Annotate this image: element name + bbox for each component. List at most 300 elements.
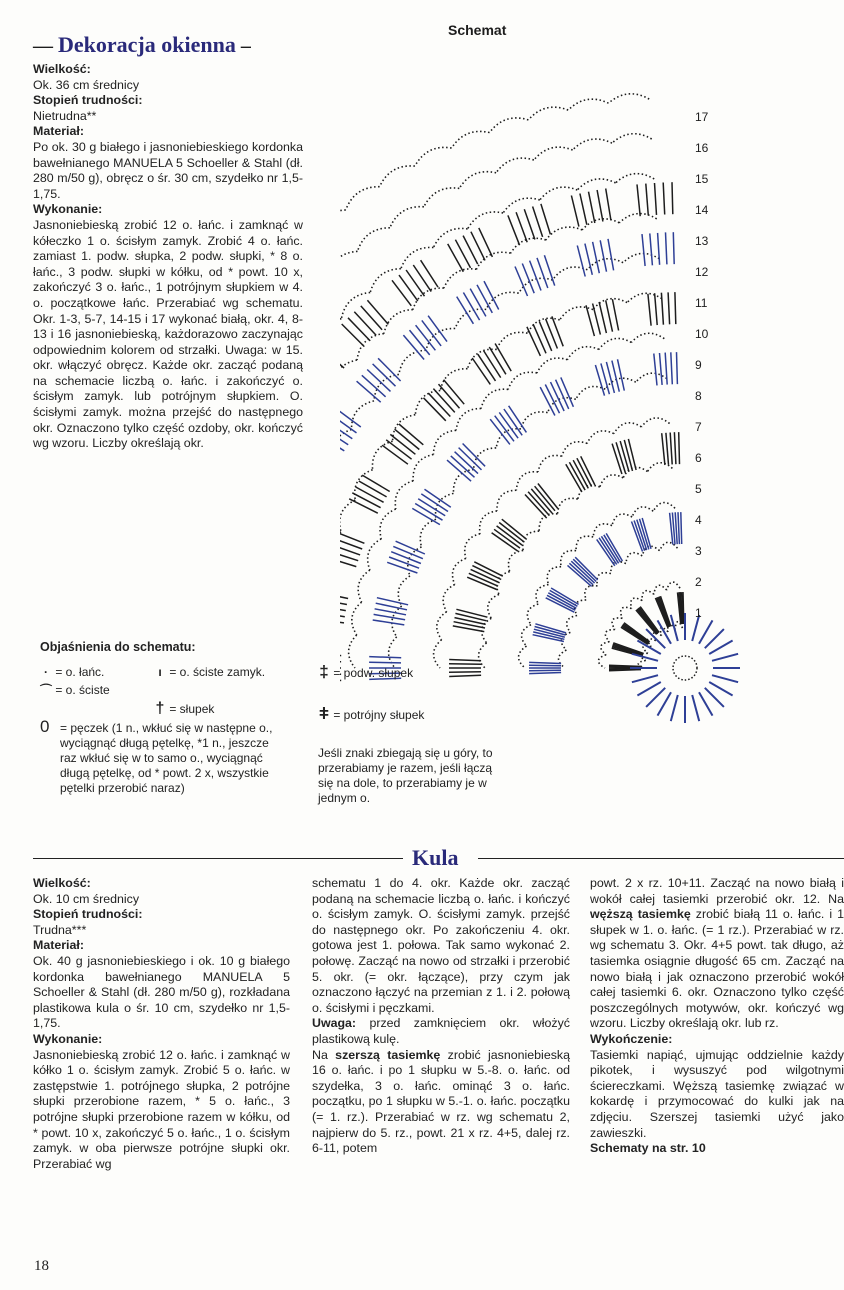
stopien-label: Stopień trudności: xyxy=(33,93,143,108)
stitch-mark xyxy=(357,381,381,402)
stitch-mark xyxy=(484,351,501,378)
stitch-mark xyxy=(406,270,424,296)
stitch-mark xyxy=(662,433,665,465)
chain-arc xyxy=(456,409,481,431)
section2-col1 xyxy=(33,876,290,1172)
chain-arc xyxy=(341,293,370,319)
stitch-mark xyxy=(620,441,629,472)
stitch-mark xyxy=(455,613,486,620)
legend-slip: ı = o. ściste zamyk. xyxy=(158,665,266,679)
stitch-mark xyxy=(586,305,594,336)
section2-col2 xyxy=(312,876,570,1157)
stitch-mark xyxy=(660,353,663,385)
wykonczenie-text: Tasiemki napiąć, ujmując oddzielnie każdy pikotek, i wysuszyć pod wilgotnymi ściereczkami. Węższą tasiemkę związać w kokardę i przymocować do kulki jak na zdjęciu. Szerszej tasiemki użyć jako zawieszki. xyxy=(590,1047,844,1140)
stitch-mark xyxy=(606,189,611,221)
chain-arc xyxy=(459,172,496,189)
schematy-ref: Schematy na str. 10 xyxy=(590,1141,706,1156)
chain-arc xyxy=(488,594,499,618)
stitch-mark xyxy=(546,319,558,349)
chain-arc xyxy=(395,481,413,509)
section2-title: Kula xyxy=(412,845,459,870)
stitch-mark xyxy=(456,609,487,617)
stitch-mark xyxy=(612,299,618,330)
chain-arc xyxy=(380,166,415,187)
legend-row xyxy=(318,664,518,706)
stitch-mark xyxy=(677,352,678,384)
stitch-mark xyxy=(424,398,446,421)
chain-arc xyxy=(567,616,577,633)
round-number: 2 xyxy=(695,575,702,589)
chain-arc xyxy=(384,310,413,334)
legend-row xyxy=(40,665,310,683)
wielkosc-value: Ok. 10 cm średnicy xyxy=(33,891,140,906)
chain-arc xyxy=(392,606,402,637)
stitch-mark xyxy=(457,297,474,324)
center-stitch xyxy=(709,641,732,655)
chain-arc xyxy=(508,372,537,389)
chain-arc xyxy=(631,333,664,342)
chain-arc xyxy=(623,253,659,262)
stitch-mark xyxy=(359,481,387,497)
chain-arc xyxy=(667,582,680,590)
wykonanie-label: Wykonanie: xyxy=(33,202,103,217)
stopien-value: Nietrudna** xyxy=(33,108,97,123)
chain-arc xyxy=(609,94,650,103)
stitch-mark xyxy=(455,240,470,268)
chain-symbol: · xyxy=(44,665,48,679)
chain-arc xyxy=(632,507,653,517)
chain-arc xyxy=(576,386,606,399)
legend-dtr: = potrójny słupek xyxy=(333,708,425,722)
stitch-mark xyxy=(678,512,679,544)
stitch-mark xyxy=(340,605,346,610)
stitch-mark xyxy=(494,529,520,548)
center-stitch xyxy=(632,654,658,661)
stitch-mark xyxy=(340,592,348,599)
chain-arc xyxy=(521,412,548,429)
center-stitch xyxy=(646,688,665,707)
stitch-mark xyxy=(382,445,408,464)
stitch-groups xyxy=(340,182,740,723)
center-stitch xyxy=(712,654,738,661)
stitch-mark xyxy=(658,233,660,265)
stitch-mark xyxy=(533,207,543,237)
stitch-mark xyxy=(674,432,676,464)
legend xyxy=(40,640,310,796)
chain-arc xyxy=(600,475,623,487)
stitch-mark xyxy=(533,324,546,353)
round-number: 11 xyxy=(695,296,708,310)
stitch-mark xyxy=(671,352,673,384)
legend-right xyxy=(318,664,518,806)
chain-arc xyxy=(585,586,598,600)
stitch-mark xyxy=(340,544,360,555)
chain-arc xyxy=(340,360,357,389)
stitch-mark xyxy=(448,244,464,272)
stitch-mark xyxy=(492,533,518,551)
chain-arc xyxy=(528,107,568,120)
stitch-mark xyxy=(527,327,541,356)
chain-arc xyxy=(597,573,611,586)
stitch-mark xyxy=(393,546,423,558)
sc-symbol: ⌒ xyxy=(40,683,53,697)
legend-title: Objaśnienia do schematu: xyxy=(40,640,196,654)
chain-arc xyxy=(612,514,632,526)
stitch-mark xyxy=(552,316,563,346)
stitch-mark xyxy=(539,321,551,351)
chain-arc xyxy=(496,158,534,173)
chain-arc xyxy=(340,251,358,277)
stitch-mark xyxy=(367,370,390,392)
stitch-mark xyxy=(668,292,670,324)
chain-arc xyxy=(599,338,631,349)
center-stitch xyxy=(632,675,658,682)
stitch-mark xyxy=(529,662,561,663)
stitch-mark xyxy=(361,306,382,330)
stitch-mark xyxy=(444,380,465,405)
chain-arc xyxy=(443,585,455,612)
round-number: 4 xyxy=(695,513,702,527)
center-stitch xyxy=(658,692,672,715)
center-stitch xyxy=(637,682,660,696)
stitch-mark xyxy=(362,475,390,491)
bobble-symbol: 0 xyxy=(40,717,50,736)
chain-arc xyxy=(546,227,582,240)
chain-arc xyxy=(642,591,654,601)
stitch-mark xyxy=(561,377,574,406)
material-text: Ok. 40 g jasnoniebieskiego i ok. 10 g białego kordonka bawełnianego MANUELA 5 Schoeller & Stahl (dł. 280 m/50 g), rozkładana plastikowa kula o śr. 10 cm, szydełko nr 1,5-1,75. xyxy=(33,953,290,1031)
stitch-mark xyxy=(378,358,401,381)
col3-text-a: powt. 2 x rz. 10+11. Zacząć na nowo białą i wokół całej tasiemki przerobić okr. 12. Na węższą tasiemkę zrobić białą 11 o. łańc. i 1 słupek w 1. o. łańc. (= 1 rz.). Przerabiać w rz. wg schematu 3. Okr. 4+5 powt. tak długo, aż tasiemka osiągnie długość 65 cm. Zacząć na nowo białą i jak oznaczono przerobić wokół całej tasiemki 6. okr. Oznaczono tylko część poszczególnych motywów, okr. kończyć wg wzoru. Liczby określają okr. lub rz. xyxy=(590,876,844,1031)
stitch-mark xyxy=(639,607,658,633)
chain-arc xyxy=(351,401,374,430)
chain-arc xyxy=(340,319,341,347)
center-stitch xyxy=(671,615,678,641)
center-stitch xyxy=(699,620,713,643)
section1-title: Dekoracja okienna xyxy=(58,32,236,57)
stitch-mark xyxy=(340,551,358,561)
stitch-mark xyxy=(489,347,506,374)
chain-arc xyxy=(627,293,662,302)
chain-arc xyxy=(536,585,549,604)
chain-arc xyxy=(452,131,490,148)
round-number: 15 xyxy=(695,172,709,186)
schema-title: Schemat xyxy=(448,22,507,38)
stitch-mark xyxy=(348,318,370,341)
stitch-mark xyxy=(622,626,649,644)
stitch-mark xyxy=(387,562,417,573)
stitch-mark xyxy=(340,619,344,623)
stitch-mark xyxy=(373,364,396,386)
stitch-mark xyxy=(589,192,595,223)
stitch-mark xyxy=(597,190,603,222)
stitch-mark xyxy=(422,320,441,346)
chain-arc xyxy=(619,214,656,223)
chain-arc xyxy=(538,455,562,471)
round-number: 1 xyxy=(695,606,702,620)
chain-arc xyxy=(653,503,675,512)
stitch-mark xyxy=(599,302,606,333)
stitch-mark xyxy=(340,661,341,662)
stitch-mark xyxy=(463,293,479,321)
stitch-mark xyxy=(340,612,345,617)
stitch-mark xyxy=(362,375,386,397)
stitch-mark xyxy=(410,330,430,355)
section2-col3 xyxy=(590,876,844,1157)
stitch-mark xyxy=(349,499,378,513)
title-dash: – xyxy=(235,35,251,57)
chain-arc xyxy=(537,358,567,373)
material-label: Materiał: xyxy=(33,124,84,139)
chain-arc xyxy=(593,524,612,537)
stitch-mark xyxy=(661,293,663,325)
chain-arc xyxy=(539,514,557,531)
chain-arc xyxy=(420,519,436,547)
stitch-mark xyxy=(508,215,520,245)
chain-arc xyxy=(352,602,362,635)
section1-text xyxy=(33,62,303,452)
stitch-mark xyxy=(502,519,527,539)
stitch-mark xyxy=(531,489,552,513)
divider-left xyxy=(33,858,403,859)
stitch-mark xyxy=(421,260,438,287)
stitch-mark xyxy=(666,433,669,465)
chain-arc xyxy=(562,442,587,456)
chain-arc xyxy=(340,210,346,236)
stitch-mark xyxy=(416,325,436,350)
stitch-mark xyxy=(654,354,657,386)
round-number: 9 xyxy=(695,358,702,372)
page-number: 18 xyxy=(34,1258,49,1274)
chain-arc xyxy=(437,612,447,640)
stitch-mark xyxy=(566,464,582,492)
stitch-mark xyxy=(673,232,674,264)
stitch-mark xyxy=(624,440,632,471)
stitch-mark xyxy=(551,382,565,411)
chain-arc xyxy=(621,607,632,618)
chain-arc xyxy=(482,618,492,643)
stitch-mark xyxy=(648,294,651,326)
legend-sc: = o. ściste xyxy=(55,683,110,697)
stitch-mark xyxy=(528,492,549,516)
stitch-mark xyxy=(577,246,585,277)
chain-arc xyxy=(641,418,669,427)
chain-arc xyxy=(605,378,636,389)
chain-arc xyxy=(567,347,599,360)
center-stitch xyxy=(692,695,699,721)
chain-arc xyxy=(509,550,524,571)
wielkosc-label: Wielkość: xyxy=(33,876,91,890)
chain-arc xyxy=(481,389,508,408)
stitch-mark xyxy=(413,265,431,292)
chain-arcs xyxy=(340,94,683,668)
chain-arc xyxy=(398,576,410,606)
stitch-mark xyxy=(386,440,411,459)
stitch-mark xyxy=(529,673,561,674)
stitch-mark xyxy=(675,292,676,324)
chain-arc xyxy=(577,179,615,190)
tr-symbol: ‡ xyxy=(319,662,329,681)
col2-uwaga: Uwaga: przed zamknięciem okr. włożyć plastikową kulę. xyxy=(312,1016,570,1046)
legend-row xyxy=(40,717,282,796)
round-number: 8 xyxy=(695,389,702,403)
title-dash: — xyxy=(33,35,58,57)
round-number: 7 xyxy=(695,420,702,434)
stitch-mark xyxy=(403,335,424,359)
stitch-mark xyxy=(650,233,653,265)
center-ring xyxy=(673,656,697,680)
stitch-mark xyxy=(655,183,657,215)
stitch-mark xyxy=(484,281,499,309)
chain-arc xyxy=(434,228,468,247)
stitch-mark xyxy=(600,240,606,271)
stitch-mark xyxy=(637,184,640,216)
stitch-mark xyxy=(593,242,600,273)
stitch-mark xyxy=(628,439,636,470)
chain-arc xyxy=(616,174,655,183)
col2-text-b: Na szerszą tasiemkę zrobić jasnoniebieską 16 o. łańc. i po 1 słupku w 5.-8. o. łańc. od szydełka, 3 o. łańc. ominąć 3 o. łańc. początku, po 1 słupku w 5.-1. o. łańc. początku (= 1. rz.). Przerabiać w rz. wg schematu 2, najpierw do 5. rz., powt. 21 x rz. 4+5, dalej rz. 6-11, potem xyxy=(312,1047,570,1156)
round-number: 12 xyxy=(695,265,709,279)
wykonczenie-label: Wykończenie: xyxy=(590,1031,673,1046)
chain-arc xyxy=(605,630,615,642)
legend-dc: = słupek xyxy=(169,702,215,716)
stitch-mark xyxy=(392,280,411,306)
stitch-mark xyxy=(497,526,522,545)
stitch-mark xyxy=(632,522,643,552)
stitch-mark xyxy=(622,625,648,643)
round-numbers xyxy=(695,110,709,620)
stitch-mark xyxy=(541,204,551,235)
stitch-mark xyxy=(373,620,405,625)
wielkosc-label: Wielkość: xyxy=(33,62,91,76)
stitch-mark xyxy=(499,523,524,543)
chain-arc xyxy=(497,332,528,349)
chain-arc xyxy=(357,334,384,360)
chain-arc xyxy=(522,625,531,646)
chain-arc xyxy=(415,147,452,166)
center-stitch xyxy=(705,688,724,707)
chain-arc xyxy=(534,147,573,160)
legend-chain: = o. łańc. xyxy=(55,665,105,679)
chain-arc xyxy=(511,238,546,253)
center-stitch xyxy=(699,692,713,715)
stitch-mark xyxy=(340,538,362,549)
round-number: 10 xyxy=(695,327,709,341)
chain-arc xyxy=(626,553,642,564)
chain-arc xyxy=(523,531,539,550)
chain-arc xyxy=(568,99,608,110)
chain-arc xyxy=(490,118,529,133)
wykonanie-text: Jasnoniebieską zrobić 12 o. łańc. i zamknąć w kółeczko 1 o. ścisłym zamyk. Zrobić 4 o. łańc. zamiast 1. podw. słupka, 2 podw. słupki, * 8 o. łańc., 3 podw. słupki w kółku, od * powt. 10 x, zakończyć 3 o. łańc., 1 potrójnym słupkiem w 4. o. początkowe łańc. Przerabiać wg schematu. Okr. 1-3, 5-7, 14-15 i 17 wykonać białą, okr. 4, 8-13 i 16 jasnoniebieską, każdorazowo zaczynając odpowiednim kolorem od strzałki. Uwaga: w 15. okr. włączyć obręcz. Każde okr. zacząć podaną na schemacie liczbą o. łańc. i zakończyć o. ścisłym zamyk. lub potrójnym słupkiem. O. ścisłymi zamyk. można przejść do następnego okr. Oznaczono tylko część ozdoby, okr. kończyć wg wzoru. Liczby określają okr. xyxy=(33,217,303,451)
stitch-mark xyxy=(352,493,380,508)
stitch-mark xyxy=(472,358,490,384)
dtr-symbol: ǂ xyxy=(319,704,329,723)
stitch-mark xyxy=(571,196,579,227)
stitch-mark xyxy=(538,484,558,509)
stitch-mark xyxy=(663,183,665,215)
chain-arc xyxy=(654,585,667,594)
legend-tr: = podw. słupek xyxy=(333,666,414,680)
chain-arc xyxy=(576,536,593,551)
stitch-mark xyxy=(585,244,592,275)
stitch-mark xyxy=(367,300,388,324)
chain-arc xyxy=(340,500,355,532)
stitch-mark xyxy=(399,424,423,445)
chain-arc xyxy=(444,269,477,288)
chain-arc xyxy=(497,490,516,511)
chain-arc xyxy=(399,350,426,374)
stitch-mark xyxy=(495,344,511,372)
stitch-mark xyxy=(670,433,672,465)
stitch-mark xyxy=(529,670,561,671)
stitch-mark xyxy=(655,293,658,325)
stitch-mark xyxy=(516,212,527,242)
chain-arc xyxy=(598,655,606,668)
chain-arc xyxy=(593,299,627,310)
stitch-mark xyxy=(675,512,677,544)
stitch-mark xyxy=(369,657,401,658)
stitch-mark xyxy=(608,239,614,271)
stitch-mark xyxy=(529,665,561,666)
stitch-mark xyxy=(646,184,649,216)
stitch-mark xyxy=(391,552,421,564)
stitch-mark xyxy=(340,655,341,656)
stitch-mark xyxy=(340,347,344,368)
dc-symbol: † xyxy=(155,700,165,717)
stitch-mark xyxy=(428,316,447,342)
col1-text: Jasnoniebieską zrobić 12 o. łańc. i zamknąć w kółko 1 o. ścisłym zamyk. Zrobić 5 o. łańc. w zastępstwie 1. potrójnego słupka, 2 potrójne słupki przerobione razem, * 5 o. łańc., 3 potrójne słupki przerobione razem w kółku, od * powt. 10 x, zakończyć 5 o. łańc., 1 o. ścisłym zamyk. w oba pierwsze potrójne słupki okr. Przerabiać wg xyxy=(33,1047,290,1171)
round-number: 6 xyxy=(695,451,702,465)
stitch-mark xyxy=(672,182,673,214)
stitch-mark xyxy=(374,614,406,619)
wielkosc-value: Ok. 36 cm średnicy xyxy=(33,77,140,92)
chain-arc xyxy=(368,539,382,570)
chain-arc xyxy=(573,139,612,150)
stitch-mark xyxy=(342,324,365,347)
legend-row xyxy=(40,701,310,721)
material-text: Po ok. 30 g białego i jasnoniebieskiego kordonka bawełnianego MANUELA 5 Schoeller & Stahl (dł. 280 m/50 g), obręcz o śr. 30 cm, szydełko nr 1,5-1,75. xyxy=(33,139,303,201)
round-number: 17 xyxy=(695,110,709,124)
stopien-value: Trudna*** xyxy=(33,922,87,937)
wykonanie-label: Wykonanie: xyxy=(33,1031,103,1046)
legend-row xyxy=(40,683,310,701)
stitch-mark xyxy=(340,599,347,605)
chain-arc xyxy=(424,188,459,207)
stitch-mark xyxy=(593,304,601,335)
center-stitch xyxy=(712,675,738,682)
chain-arc xyxy=(547,567,561,585)
chain-arc xyxy=(553,267,588,280)
chain-arc xyxy=(358,570,370,602)
chain-arc xyxy=(582,219,619,230)
stitch-mark xyxy=(681,512,682,544)
chain-arc xyxy=(390,207,424,228)
legend-row xyxy=(318,706,518,746)
stitch-mark xyxy=(449,660,481,661)
stitch-mark xyxy=(665,353,667,385)
chain-arc xyxy=(527,604,538,625)
stitch-mark xyxy=(642,234,645,266)
stitch-mark xyxy=(535,486,555,511)
stitch-mark xyxy=(679,432,680,464)
stitch-mark xyxy=(375,609,406,615)
chain-arc xyxy=(578,485,600,499)
chain-arc xyxy=(453,558,466,584)
stitch-mark xyxy=(390,434,415,454)
center-stitch xyxy=(705,629,724,648)
chain-arc xyxy=(346,187,380,210)
crochet-schema xyxy=(340,40,840,760)
